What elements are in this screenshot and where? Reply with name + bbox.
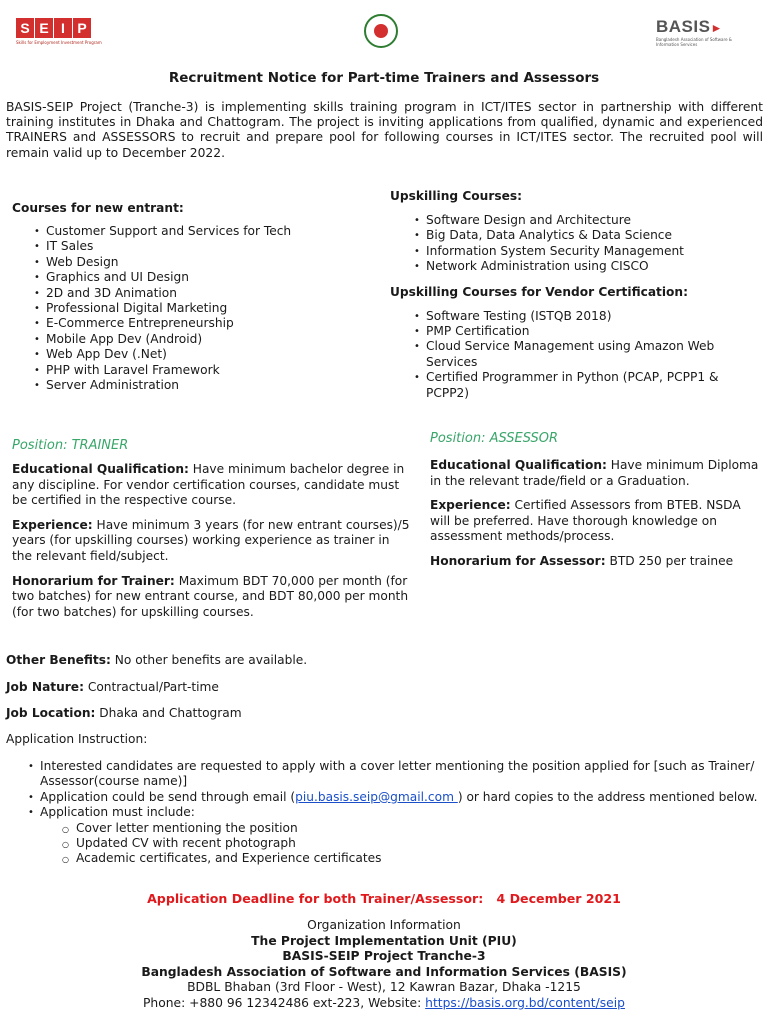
org-line: Bangladesh Association of Software and Information Services (BASIS) — [141, 964, 627, 979]
basis-arrow-icon: ► — [710, 21, 723, 35]
seip-tagline: Skills for Employment Investment Program — [16, 40, 102, 45]
trainer-heading: Position: TRAINER — [12, 438, 129, 453]
other-benefits-label: Other Benefits: — [6, 653, 111, 667]
application-deadline: Application Deadline for both Trainer/Assessor: 4 December 2021 — [147, 891, 621, 906]
assessor-education-text: Have minimum Diploma in the relevant trade/field or a Graduation. — [430, 458, 759, 488]
list-item — [26, 790, 764, 805]
seip-letter: P — [73, 18, 91, 38]
org-line: BDBL Bhaban (3rd Floor - West), 12 Kawran Bazar, Dhaka -1215 — [187, 980, 581, 995]
job-nature-text: Contractual/Part-time — [87, 680, 219, 694]
list-item: • 2D and 3D Animation — [32, 286, 372, 301]
application-instruction-heading: Application Instruction: — [6, 732, 148, 746]
assessor-section — [430, 431, 760, 570]
page-title: Recruitment Notice for Part-time Trainers and Assessors — [168, 70, 600, 86]
org-line: Organization Information — [307, 918, 461, 932]
upskilling-heading: Upskilling Courses: — [390, 189, 522, 203]
email-instruction-text: Application could be send through email ( — [40, 789, 296, 804]
organization-info — [0, 918, 768, 1012]
assessor-experience-text: Certified Assessors from BTEB. NSDA will be preferred. Have thorough knowledge on assessment methods/process. — [430, 498, 741, 544]
trainer-section — [12, 438, 410, 620]
list-item: • Mobile App Dev (Android) — [32, 332, 372, 347]
list-item: • IT Sales — [32, 239, 372, 254]
email-instruction-suffix: ) or hard copies to the address mentioned below. — [457, 789, 758, 804]
government-seal-icon — [364, 14, 398, 48]
intro-paragraph: BASIS-SEIP Project (Tranche-3) is implementing skills training program in ICT/ITES sector in partnership with different training institutes in Dhaka and Chattogram. The project is inviting applications from qualified, dynamic and experienced TRAINERS and ASSESSORS to recruit and prepare pool for following courses in ICT/ITES sector. The recruited pool will remain valid up to December 2022. — [6, 100, 763, 160]
trainer-honorarium-text: Maximum BDT 70,000 per month (for two batches) for new entrant course, and BDT 80,000 per month (for two batches) for upskilling courses. — [12, 573, 409, 619]
seip-letter: E — [35, 18, 53, 38]
list-item: • PMP Certification — [412, 324, 742, 339]
assessor-experience — [430, 498, 760, 545]
trainer-experience-label: Experience: — [12, 517, 93, 532]
list-item: • Web App Dev (.Net) — [32, 347, 372, 362]
instruction-section — [26, 759, 764, 867]
seip-logo — [16, 18, 116, 48]
list-item: • PHP with Laravel Framework — [32, 363, 372, 378]
list-item: • Interested candidates are requested to apply with a cover letter mentioning the position applied for [such as Trainer/ Assessor(course name)] — [26, 759, 764, 790]
trainer-honorarium-label: Honorarium for Trainer: — [12, 573, 175, 588]
seip-letter: S — [16, 18, 34, 38]
assessor-education — [430, 458, 760, 489]
other-benefits — [6, 653, 307, 669]
list-item: • E-Commerce Entrepreneurship — [32, 316, 372, 331]
new-entrant-heading: Courses for new entrant: — [12, 201, 184, 215]
org-line: BASIS-SEIP Project Tranche-3 — [282, 949, 486, 964]
list-item: • Network Administration using CISCO — [412, 259, 760, 274]
assessor-honorarium-label: Honorarium for Assessor: — [430, 553, 606, 568]
vendor-list — [390, 309, 742, 401]
job-nature-label: Job Nature: — [6, 680, 84, 694]
list-item: • Software Testing (ISTQB 2018) — [412, 309, 742, 324]
vendor-heading: Upskilling Courses for Vendor Certification: — [390, 284, 688, 299]
trainer-education — [12, 462, 410, 509]
org-line: The Project Implementation Unit (PIU) — [251, 933, 517, 948]
org-phone: Phone: +880 96 12342486 ext-223, Website: — [143, 995, 426, 1010]
seip-letter: I — [54, 18, 72, 38]
trainer-experience-text: Have minimum 3 years (for new entrant courses)/5 years (for upskilling courses) working experience as trainer in the relevant field/subject. — [12, 517, 410, 563]
basis-subtitle: Bangladesh Association of Software & Information Services — [656, 37, 732, 47]
instruction-list — [26, 759, 764, 821]
assessor-education-label: Educational Qualification: — [430, 458, 607, 472]
list-item: • Graphics and UI Design — [32, 270, 372, 285]
email-link[interactable]: piu.basis.seip@gmail.com — [295, 789, 458, 804]
new-entrant-section — [12, 201, 372, 393]
list-item: • Server Administration — [32, 378, 372, 393]
job-nature — [6, 680, 219, 696]
trainer-education-text: Have minimum bachelor degree in any discipline. For vendor certification courses, candidate must be certified in the respective course. — [12, 462, 405, 508]
job-location-label: Job Location: — [6, 706, 96, 720]
other-benefits-text: No other benefits are available. — [114, 653, 308, 667]
trainer-experience — [12, 518, 410, 565]
list-item: • Professional Digital Marketing — [32, 301, 372, 316]
assessor-experience-label: Experience: — [430, 498, 511, 513]
upskilling-list — [390, 213, 760, 275]
list-item: • Application must include: — [26, 805, 764, 820]
include-list — [26, 821, 764, 867]
list-item: ○ Cover letter mentioning the position — [62, 821, 764, 836]
trainer-education-label: Educational Qualification: — [12, 462, 189, 476]
basis-logo — [656, 18, 756, 48]
new-entrant-list — [12, 224, 372, 393]
list-item: • Software Design and Architecture — [412, 213, 760, 228]
list-item: • Big Data, Data Analytics & Data Science — [412, 228, 760, 243]
website-link[interactable]: https://basis.org.bd/content/seip — [425, 995, 625, 1010]
assessor-honorarium-text: BTD 250 per trainee — [609, 553, 734, 568]
list-item: • Cloud Service Management using Amazon Web Services — [412, 339, 742, 370]
basis-wordmark: BASIS — [656, 17, 711, 36]
list-item: • Customer Support and Services for Tech — [32, 224, 372, 239]
list-item: • Certified Programmer in Python (PCAP, PCPP1 & PCPP2) — [412, 370, 742, 401]
assessor-heading: Position: ASSESSOR — [430, 431, 559, 446]
org-contact — [0, 996, 768, 1012]
job-location — [6, 706, 242, 722]
job-location-text: Dhaka and Chattogram — [99, 706, 242, 720]
list-item: ○ Updated CV with recent photograph — [62, 836, 764, 851]
list-item: • Web Design — [32, 255, 372, 270]
assessor-honorarium — [430, 554, 760, 570]
trainer-honorarium — [12, 574, 410, 621]
list-item: ○ Academic certificates, and Experience certificates — [62, 851, 764, 866]
list-item: • Information System Security Management — [412, 244, 760, 259]
upskilling-section — [390, 189, 760, 401]
